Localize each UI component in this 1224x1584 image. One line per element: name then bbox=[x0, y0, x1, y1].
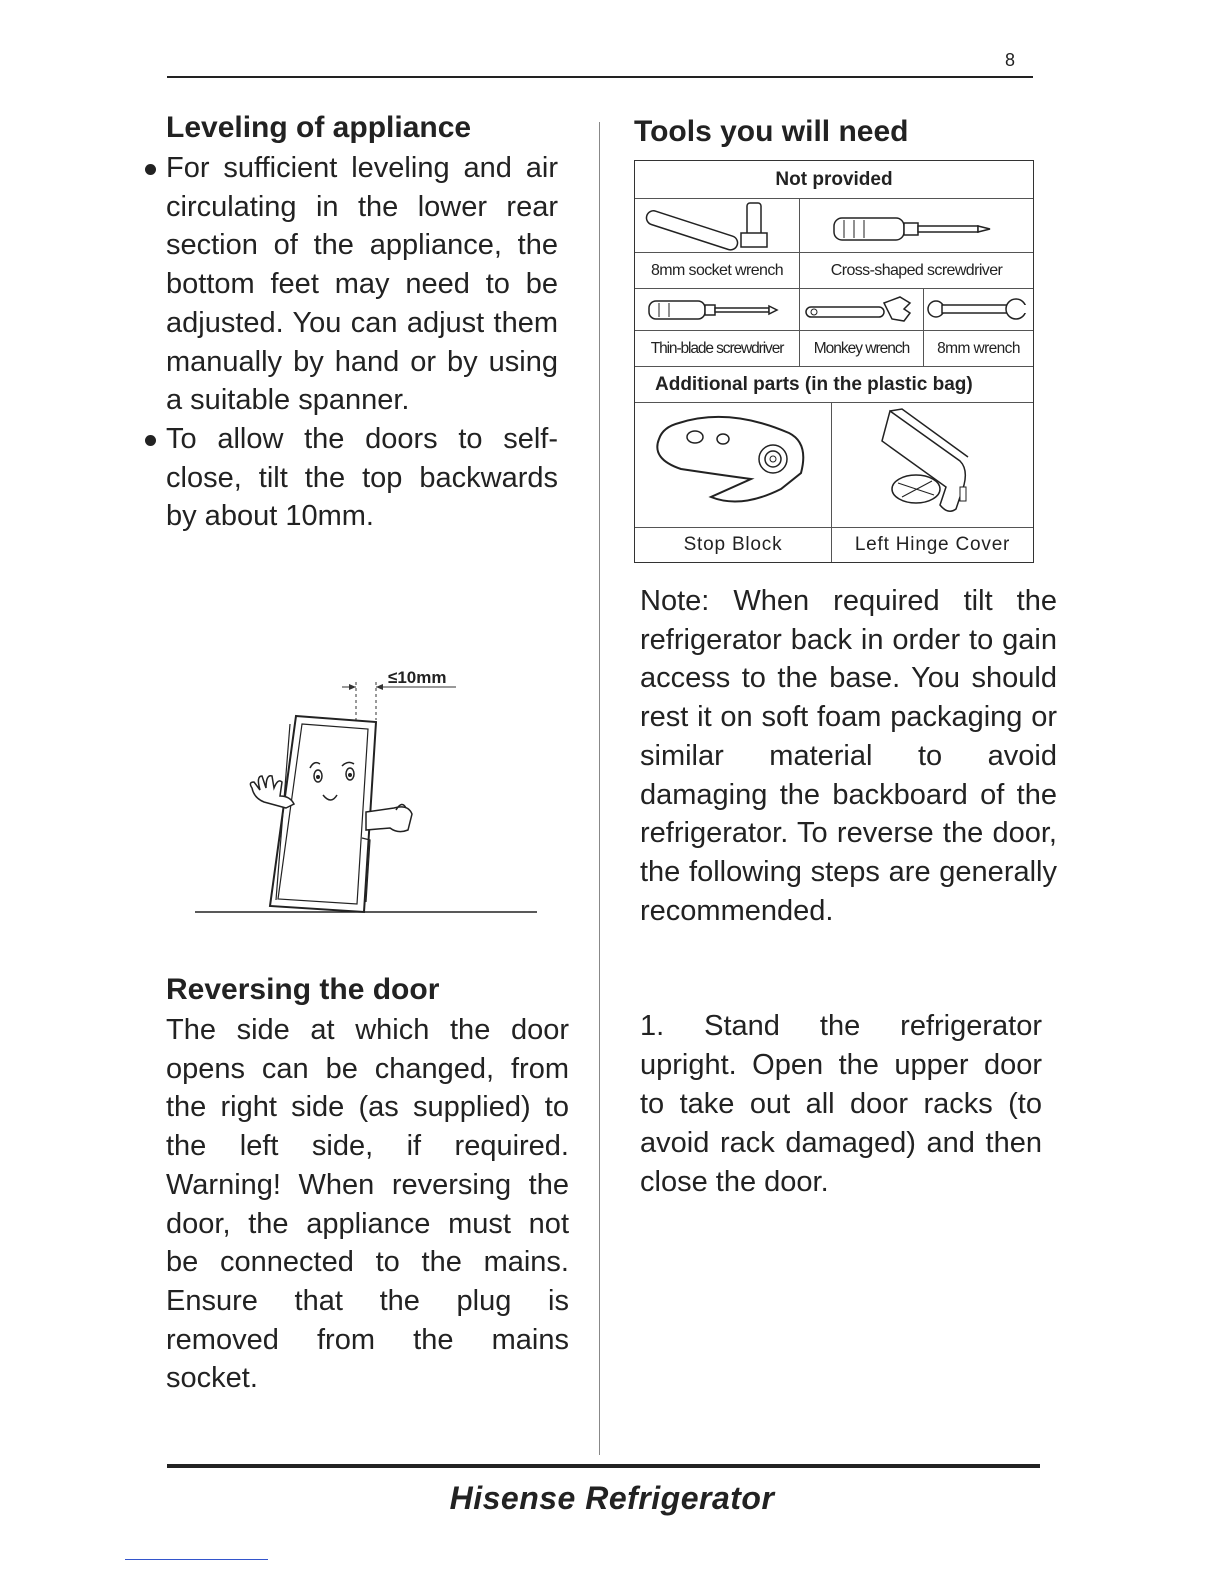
footer-link-line bbox=[125, 1559, 268, 1560]
left-hinge-cover-icon bbox=[832, 403, 1033, 528]
footer-rule bbox=[167, 1464, 1040, 1468]
part-label-left-hinge-cover: Left Hinge Cover bbox=[854, 534, 1011, 555]
bullet-icon bbox=[145, 435, 156, 446]
leveling-heading: Leveling of appliance bbox=[166, 111, 472, 144]
not-provided-header: Not provided bbox=[635, 161, 1033, 199]
reversing-text: The side at which the door opens can be changed, from the right side (as supplied) to the left side, if required. Warning! When reversing the door, the appliance must not be connected to the mains. Ensure that the plug is removed from the mains socket. bbox=[166, 1014, 569, 1395]
reversing-heading: Reversing the door bbox=[166, 973, 440, 1006]
header-rule bbox=[167, 76, 1033, 78]
column-divider bbox=[599, 122, 600, 1455]
brand-footer: Hisense Refrigerator bbox=[449, 1480, 775, 1516]
tool-label-socket-wrench: 8mm socket wrench bbox=[635, 253, 800, 289]
open-wrench-icon bbox=[924, 289, 1033, 331]
tool-label-monkey-wrench: Monkey wrench bbox=[800, 331, 924, 367]
leveling-bullet-text: To allow the doors to self-close, tilt the top backwards by about 10mm. bbox=[166, 422, 558, 533]
stop-block-icon bbox=[635, 403, 832, 528]
socket-wrench-icon bbox=[635, 199, 800, 253]
note-text: Note: When required tilt the refrigerator back in order to gain access to the base. You should rest it on soft foam packaging or similar material to avoid damaging the backboard of the refrigerator. To reverse the door, the following steps are generally recommended. bbox=[640, 585, 1057, 927]
dimension-label: ≤10mm bbox=[388, 668, 447, 687]
tilt-illustration bbox=[190, 660, 550, 920]
cross-screwdriver-icon bbox=[800, 199, 1033, 253]
tool-label-8mm-wrench: 8mm wrench bbox=[924, 331, 1033, 367]
step-1-text: 1. Stand the refrigerator upright. Open the upper door to take out all door racks (to avoid rack damaged) and then close the door. bbox=[640, 1010, 1042, 1198]
leveling-bullet-1 bbox=[166, 149, 558, 420]
leveling-bullet-text: For sufficient leveling and air circulating in the lower rear section of the appliance, the bottom feet may need to be adjusted. You can adjust them manually by hand or by using a suitable spanner. bbox=[166, 152, 558, 417]
page-number: 8 bbox=[1005, 50, 1016, 70]
tool-label-thin-blade-screwdriver: Thin-blade screwdriver bbox=[635, 331, 800, 367]
thin-blade-screwdriver-icon bbox=[635, 289, 800, 331]
tilt-diagram bbox=[190, 660, 550, 920]
bullet-icon bbox=[145, 164, 156, 175]
tools-table bbox=[634, 160, 1034, 563]
part-label-stop-block: Stop Block bbox=[635, 528, 832, 562]
monkey-wrench-icon bbox=[800, 289, 924, 331]
additional-parts-header: Additional parts (in the plastic bag) bbox=[635, 367, 1033, 403]
tool-label-cross-screwdriver: Cross-shaped screwdriver bbox=[800, 253, 1033, 289]
tools-heading: Tools you will need bbox=[634, 115, 909, 148]
leveling-bullet-2 bbox=[166, 420, 558, 536]
leveling-bullets bbox=[166, 149, 558, 536]
